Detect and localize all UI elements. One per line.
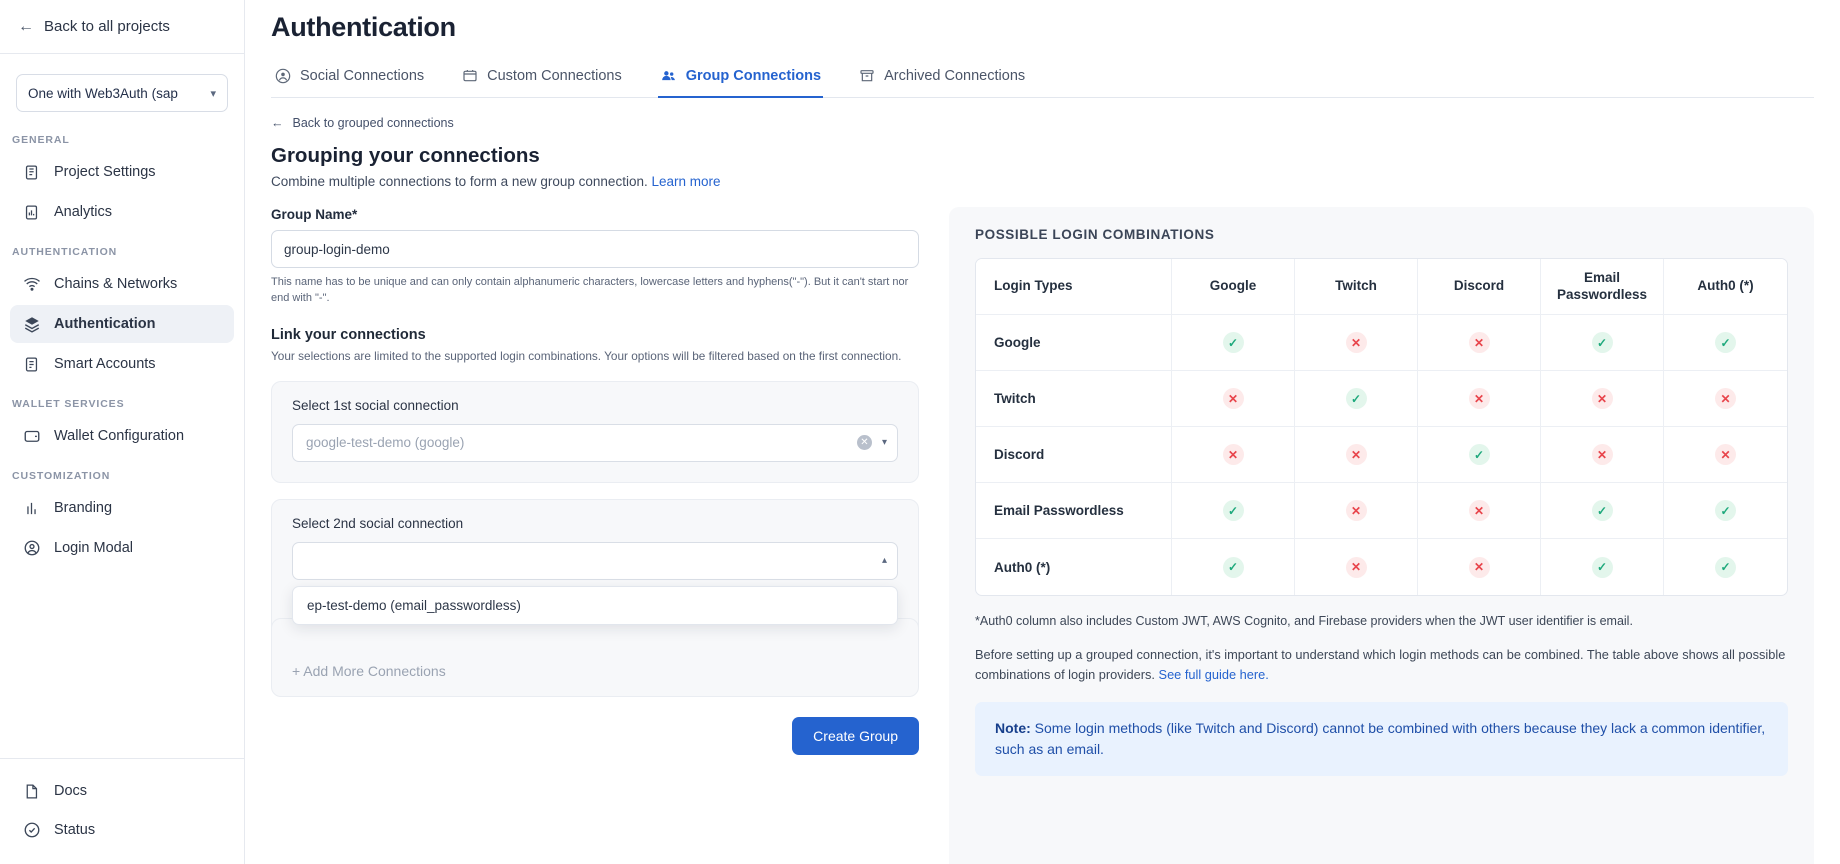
arrow-left-icon: ← (271, 116, 284, 130)
cell (1172, 539, 1295, 595)
sidebar-group-wallet-services: WALLET SERVICES (12, 398, 125, 410)
check-icon: ✓ (1715, 332, 1736, 353)
table-col-twitch: Twitch (1295, 259, 1418, 315)
sidebar-item-project-settings[interactable] (10, 153, 234, 191)
see-full-guide-link[interactable]: See full guide here. (1158, 666, 1269, 682)
table-row (976, 371, 1787, 427)
sidebar-item-label: Authentication (54, 316, 156, 332)
check-icon: ✓ (1223, 557, 1244, 578)
login-modal-icon (22, 539, 41, 557)
cross-icon: ✕ (1469, 500, 1490, 521)
cell (1541, 427, 1664, 483)
second-connection-dropdown (292, 586, 898, 625)
sidebar-item-label: Chains & Networks (54, 276, 178, 292)
table-body (976, 315, 1787, 595)
cell (1664, 539, 1787, 595)
create-group-button[interactable]: Create Group (792, 717, 919, 755)
sidebar-item-label: Project Settings (54, 164, 156, 180)
create-group-row (271, 717, 919, 755)
wifi-icon (22, 275, 41, 293)
panel-footnote: *Auth0 column also includes Custom JWT, AWS Cognito, and Firebase providers when the JWT user identifier is email. (975, 614, 1633, 628)
cell (1172, 315, 1295, 371)
check-icon: ✓ (1715, 557, 1736, 578)
group-name-label: Group Name* (271, 207, 358, 222)
table-row (976, 315, 1787, 371)
panel-title: POSSIBLE LOGIN COMBINATIONS (975, 227, 1215, 242)
cross-icon: ✕ (1346, 332, 1367, 353)
status-icon (22, 821, 41, 839)
cell (1541, 483, 1664, 539)
sidebar-item-label: Status (54, 822, 96, 838)
check-icon: ✓ (1592, 557, 1613, 578)
check-icon: ✓ (1592, 332, 1613, 353)
cell (1418, 483, 1541, 539)
group-icon (660, 67, 677, 84)
table-col-discord: Discord (1418, 259, 1541, 315)
sidebar (0, 0, 245, 864)
table-col-auth0: Auth0 (*) (1664, 259, 1787, 315)
cell (1418, 427, 1541, 483)
sidebar-item-branding[interactable] (10, 489, 234, 527)
possible-login-combinations-panel (949, 207, 1814, 864)
cross-icon: ✕ (1715, 444, 1736, 465)
sidebar-group-general: GENERAL (12, 134, 70, 146)
row-label: Twitch (976, 371, 1172, 427)
table-header-row (976, 259, 1787, 315)
cell (1295, 483, 1418, 539)
check-icon: ✓ (1469, 444, 1490, 465)
project-selector-value: One with Web3Auth (sap (28, 85, 178, 101)
cell (1664, 315, 1787, 371)
tab-social-connections[interactable] (273, 59, 426, 98)
cell (1664, 427, 1787, 483)
group-name-hint: This name has to be unique and can only contain alphanumeric characters, lowercase letters and hyphens("-"). But it can't start nor end with "-". (271, 276, 909, 304)
chevron-down-icon[interactable]: ▾ (881, 437, 887, 449)
cross-icon: ✕ (1223, 444, 1244, 465)
section-subtitle-text: Combine multiple connections to form a new group connection. (271, 174, 648, 189)
project-selector[interactable] (16, 74, 228, 112)
first-connection-value: google-test-demo (google) (306, 435, 465, 451)
back-to-all-projects[interactable] (0, 0, 244, 54)
table-corner-header: Login Types (976, 259, 1172, 315)
user-circle-icon (275, 68, 291, 84)
panel-description (975, 645, 1788, 685)
cell (1664, 371, 1787, 427)
section-subtitle (271, 174, 1814, 189)
tab-label: Social Connections (300, 67, 425, 84)
dropdown-option-ep-test-demo[interactable]: ep-test-demo (email_passwordless) (307, 597, 521, 613)
second-connection-card (271, 499, 919, 646)
sidebar-item-analytics[interactable] (10, 193, 234, 231)
cross-icon: ✕ (1592, 444, 1613, 465)
cross-icon: ✕ (1469, 388, 1490, 409)
cell (1418, 371, 1541, 427)
docs-icon (22, 783, 41, 800)
sidebar-item-label: Analytics (54, 204, 113, 220)
cross-icon: ✕ (1469, 332, 1490, 353)
first-connection-select[interactable] (292, 424, 898, 462)
cell (1295, 371, 1418, 427)
sidebar-bottom (0, 758, 244, 864)
sidebar-group-customization: CUSTOMIZATION (12, 470, 111, 482)
back-to-all-projects-label: Back to all projects (44, 18, 170, 35)
wallet-icon (22, 356, 41, 373)
note-text: Some login methods (like Twitch and Discord) cannot be combined with others because they lack a common identifier, such as an email. (995, 720, 1766, 758)
table-header (976, 259, 1787, 315)
tab-label: Archived Connections (884, 67, 1026, 84)
chart-icon (22, 204, 41, 221)
tab-label: Group Connections (685, 67, 822, 84)
cross-icon: ✕ (1346, 500, 1367, 521)
chevron-up-icon[interactable]: ▴ (881, 555, 887, 567)
check-icon: ✓ (1715, 500, 1736, 521)
second-connection-label: Select 2nd social connection (292, 515, 464, 531)
check-icon: ✓ (1223, 500, 1244, 521)
panel-description-text: Before setting up a grouped connection, it's important to understand which login methods can be combined. The table above shows all possible combinations of login providers. (975, 646, 1786, 682)
branding-icon (22, 500, 41, 517)
cell (1172, 427, 1295, 483)
page-title: Authentication (271, 12, 456, 42)
cross-icon: ✕ (1592, 388, 1613, 409)
table-row (976, 427, 1787, 483)
cell (1664, 483, 1787, 539)
sidebar-item-wallet-configuration[interactable] (10, 417, 234, 455)
sidebar-item-label: Docs (54, 783, 88, 799)
row-label: Email Passwordless (976, 483, 1172, 539)
archive-icon (859, 68, 875, 84)
clipboard-icon (22, 164, 41, 181)
cross-icon: ✕ (1469, 557, 1490, 578)
row-label: Auth0 (*) (976, 539, 1172, 595)
cell (1295, 539, 1418, 595)
form-column (271, 207, 919, 864)
sidebar-item-label: Smart Accounts (54, 356, 156, 372)
cross-icon: ✕ (1223, 388, 1244, 409)
back-to-grouped-label: Back to grouped connections (292, 116, 454, 130)
sidebar-item-label: Wallet Configuration (54, 428, 185, 444)
wallet-config-icon (22, 427, 41, 445)
back-to-grouped-connections[interactable] (271, 116, 1814, 130)
cell (1172, 483, 1295, 539)
second-connection-select[interactable] (292, 542, 898, 580)
add-more-connections-button[interactable]: + Add More Connections (271, 618, 919, 697)
cross-icon: ✕ (1715, 388, 1736, 409)
sidebar-item-label: Login Modal (54, 540, 133, 556)
tab-archived-connections[interactable] (857, 59, 1027, 98)
section-title: Grouping your connections (271, 144, 540, 167)
row-label: Google (976, 315, 1172, 371)
first-connection-card (271, 381, 919, 483)
cell (1295, 315, 1418, 371)
note-box (975, 702, 1788, 776)
combinations-column (949, 207, 1814, 864)
combinations-table (975, 258, 1788, 596)
table-row (976, 539, 1787, 595)
cell (1295, 427, 1418, 483)
check-icon: ✓ (1346, 388, 1367, 409)
sidebar-item-authentication[interactable] (10, 305, 234, 343)
table-col-email-passwordless: Email Passwordless (1541, 259, 1664, 315)
note-prefix: Note: (995, 720, 1031, 737)
tab-group-connections[interactable] (658, 59, 823, 98)
sidebar-item-docs[interactable] (10, 772, 234, 810)
sidebar-item-smart-accounts[interactable] (10, 345, 234, 383)
cell (1541, 315, 1664, 371)
table-row (976, 483, 1787, 539)
check-icon: ✓ (1223, 332, 1244, 353)
cell (1172, 371, 1295, 427)
group-name-input[interactable] (271, 230, 919, 268)
link-connections-desc: Your selections are limited to the supported login combinations. Your options will be filtered based on the first connection. (271, 348, 902, 363)
arrow-left-icon: ← (18, 17, 34, 35)
content-columns (271, 207, 1814, 864)
chevron-down-icon: ▾ (210, 87, 216, 100)
cell (1418, 315, 1541, 371)
learn-more-link[interactable]: Learn more (651, 174, 721, 189)
tab-bar (271, 59, 1814, 98)
check-icon: ✓ (1592, 500, 1613, 521)
cell (1541, 371, 1664, 427)
main-content (245, 0, 1840, 864)
tab-label: Custom Connections (487, 67, 622, 84)
first-connection-label: Select 1st social connection (292, 397, 459, 413)
clear-icon[interactable]: ✕ (857, 435, 872, 450)
cross-icon: ✕ (1346, 444, 1367, 465)
cell (1418, 539, 1541, 595)
sidebar-item-label: Branding (54, 500, 113, 516)
layers-icon (22, 315, 41, 333)
tab-custom-connections[interactable] (460, 59, 624, 98)
sidebar-item-login-modal[interactable] (10, 529, 234, 567)
table-col-google: Google (1172, 259, 1295, 315)
row-label: Discord (976, 427, 1172, 483)
custom-connection-icon (462, 68, 478, 84)
cell (1541, 539, 1664, 595)
link-connections-title: Link your connections (271, 326, 426, 343)
first-connection-controls (857, 435, 887, 450)
cross-icon: ✕ (1346, 557, 1367, 578)
sidebar-item-status[interactable] (10, 811, 234, 849)
sidebar-item-chains-networks[interactable] (10, 265, 234, 303)
sidebar-group-authentication: AUTHENTICATION (12, 246, 118, 258)
